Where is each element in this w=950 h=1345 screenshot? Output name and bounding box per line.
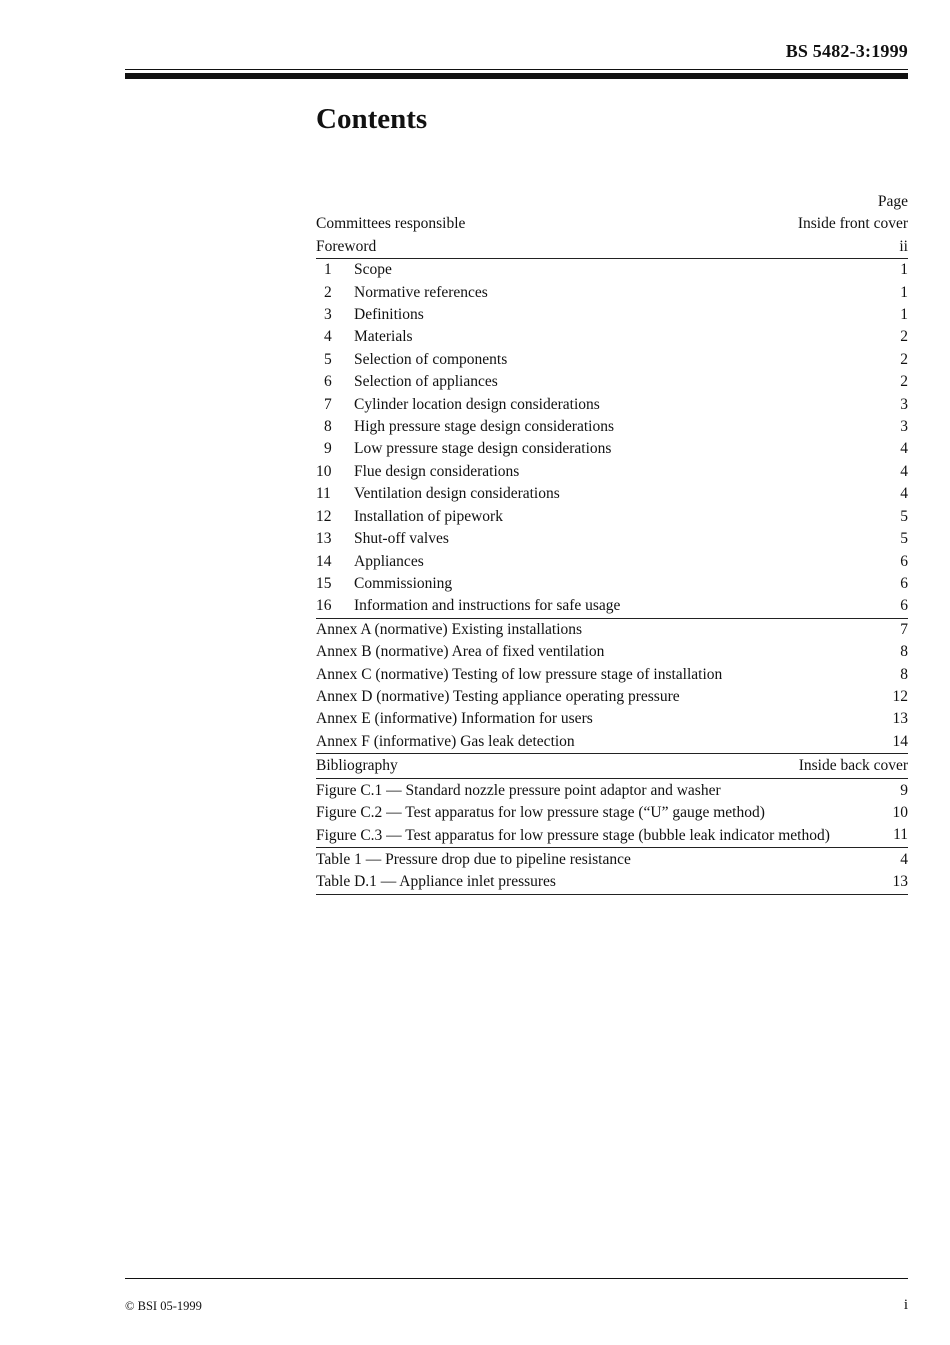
clause-title: Selection of appliances xyxy=(354,373,498,391)
annex-page: 7 xyxy=(900,620,908,638)
clause-page: 1 xyxy=(900,261,908,279)
toc-clause[interactable] xyxy=(316,282,908,304)
toc-clause[interactable] xyxy=(316,304,908,326)
clause-page: 2 xyxy=(900,373,908,391)
bibliography-title: Bibliography xyxy=(316,757,398,775)
page-column-label: Page xyxy=(877,193,908,210)
clause-page: 6 xyxy=(900,597,908,615)
clause-page: 1 xyxy=(900,283,908,301)
bibliography-page: Inside back cover xyxy=(798,757,908,775)
toc-entry-page: Inside front cover xyxy=(797,215,908,233)
toc-bibliography[interactable] xyxy=(316,754,908,777)
page-number: i xyxy=(903,1297,908,1313)
toc-entry-text: Foreword xyxy=(316,237,377,255)
clause-title: Flue design considerations xyxy=(354,462,520,480)
toc-clause[interactable] xyxy=(316,326,908,348)
clause-page: 4 xyxy=(900,440,908,458)
clause-title: High pressure stage design considerations xyxy=(354,418,614,436)
clause-number: 16 xyxy=(316,597,332,615)
toc-annex[interactable] xyxy=(316,731,908,753)
clause-number: 11 xyxy=(316,485,331,503)
clause-page: 2 xyxy=(900,328,908,346)
figure-page: 10 xyxy=(892,803,908,821)
clause-page: 2 xyxy=(900,350,908,368)
annex-title: Annex D (normative) Testing appliance operating pressure xyxy=(316,687,680,705)
clause-number: 9 xyxy=(324,440,332,458)
annex-page: 12 xyxy=(892,687,908,705)
header-rule-thin xyxy=(125,69,908,70)
toc-entry[interactable] xyxy=(316,213,908,235)
toc-table[interactable] xyxy=(316,848,908,871)
clause-number: 12 xyxy=(316,507,332,525)
clause-page: 3 xyxy=(900,418,908,436)
toc-annex[interactable] xyxy=(316,686,908,708)
toc-clause[interactable] xyxy=(316,461,908,483)
bibliography-group xyxy=(316,754,908,778)
toc-clause[interactable] xyxy=(316,349,908,371)
clause-title: Cylinder location design considerations xyxy=(354,395,600,413)
figure-title: Figure C.1 — Standard nozzle pressure point adaptor and washer xyxy=(316,781,721,799)
annex-page: 8 xyxy=(900,665,908,683)
clause-number: 7 xyxy=(324,395,332,413)
figure-title: Figure C.2 — Test apparatus for low pressure stage (“U” gauge method) xyxy=(316,803,765,821)
toc-clause[interactable] xyxy=(316,551,908,573)
annex-title: Annex B (normative) Area of fixed ventilation xyxy=(316,643,605,661)
toc-clause[interactable] xyxy=(316,573,908,595)
toc-clause[interactable] xyxy=(316,371,908,393)
page-column-header xyxy=(316,191,908,213)
annex-title: Annex F (informative) Gas leak detection xyxy=(316,732,575,750)
figure-page: 9 xyxy=(900,781,908,799)
toc-clause[interactable] xyxy=(316,595,908,617)
toc-clause[interactable] xyxy=(316,438,908,460)
toc-clause[interactable] xyxy=(316,506,908,528)
annex-page: 14 xyxy=(892,732,908,750)
clause-title: Materials xyxy=(354,328,413,346)
table-page: 4 xyxy=(900,850,908,868)
clause-title: Appliances xyxy=(354,552,424,570)
figures-group xyxy=(316,779,908,848)
clause-page: 5 xyxy=(900,530,908,548)
clause-number: 14 xyxy=(316,552,332,570)
clause-page: 3 xyxy=(900,395,908,413)
clause-page: 4 xyxy=(900,462,908,480)
annex-title: Annex C (normative) Testing of low pressure stage of installation xyxy=(316,665,723,683)
toc-clause[interactable] xyxy=(316,394,908,416)
front-matter-group xyxy=(316,213,908,259)
table-page: 13 xyxy=(892,873,908,891)
clause-title: Installation of pipework xyxy=(354,507,503,525)
toc-table[interactable] xyxy=(316,871,908,893)
copyright-notice: © BSI 05-1999 xyxy=(125,1299,202,1313)
clause-number: 6 xyxy=(324,373,332,391)
clause-title: Commissioning xyxy=(354,574,453,592)
clause-number: 4 xyxy=(324,328,332,346)
clause-number: 10 xyxy=(316,462,332,480)
clause-number: 13 xyxy=(316,530,332,548)
clause-page: 6 xyxy=(900,574,908,592)
clause-title: Definitions xyxy=(354,306,424,324)
toc-figure[interactable] xyxy=(316,824,908,846)
clause-title: Scope xyxy=(354,261,392,279)
clause-page: 1 xyxy=(900,306,908,324)
toc-annex[interactable] xyxy=(316,664,908,686)
toc-figure[interactable] xyxy=(316,779,908,802)
clause-title: Ventilation design considerations xyxy=(354,485,560,503)
clause-title: Shut-off valves xyxy=(354,530,449,548)
toc-clause[interactable] xyxy=(316,528,908,550)
clause-title: Low pressure stage design considerations xyxy=(354,440,612,458)
toc-clause[interactable] xyxy=(316,483,908,505)
page-title: Contents xyxy=(316,103,428,135)
clause-page: 4 xyxy=(900,485,908,503)
clause-number: 3 xyxy=(324,306,332,324)
clause-title: Normative references xyxy=(354,283,488,301)
table-of-contents xyxy=(316,191,908,895)
toc-entry[interactable] xyxy=(316,236,908,258)
clauses-group xyxy=(316,259,908,619)
toc-entry-page: ii xyxy=(899,237,908,255)
toc-annex[interactable] xyxy=(316,619,908,641)
clause-title: Selection of components xyxy=(354,350,508,368)
table-title: Table D.1 — Appliance inlet pressures xyxy=(316,873,556,891)
annex-title: Annex A (normative) Existing installations xyxy=(316,620,583,638)
toc-annex[interactable] xyxy=(316,708,908,730)
table-title: Table 1 — Pressure drop due to pipeline resistance xyxy=(316,850,631,868)
clause-number: 1 xyxy=(324,261,332,279)
figure-title: Figure C.3 — Test apparatus for low pressure stage (bubble leak indicator method) xyxy=(316,826,830,844)
annex-title: Annex E (informative) Information for users xyxy=(316,710,593,728)
document-code: BS 5482-3:1999 xyxy=(785,41,908,61)
clause-page: 6 xyxy=(900,552,908,570)
toc-entry-text: Committees responsible xyxy=(316,215,466,233)
annexes-group xyxy=(316,619,908,754)
toc-clause[interactable] xyxy=(316,259,908,281)
figure-page: 11 xyxy=(893,826,908,844)
header-rule-thick xyxy=(125,73,908,79)
toc-clause[interactable] xyxy=(316,416,908,438)
toc-annex[interactable] xyxy=(316,641,908,663)
footer-rule xyxy=(125,1278,908,1279)
clause-title: Information and instructions for safe usage xyxy=(354,597,621,615)
clause-number: 2 xyxy=(324,283,332,301)
clause-page: 5 xyxy=(900,507,908,525)
clause-number: 15 xyxy=(316,574,332,592)
annex-page: 8 xyxy=(900,643,908,661)
clause-number: 5 xyxy=(324,350,332,368)
tables-group xyxy=(316,848,908,895)
annex-page: 13 xyxy=(892,710,908,728)
toc-figure[interactable] xyxy=(316,802,908,824)
clause-number: 8 xyxy=(324,418,332,436)
